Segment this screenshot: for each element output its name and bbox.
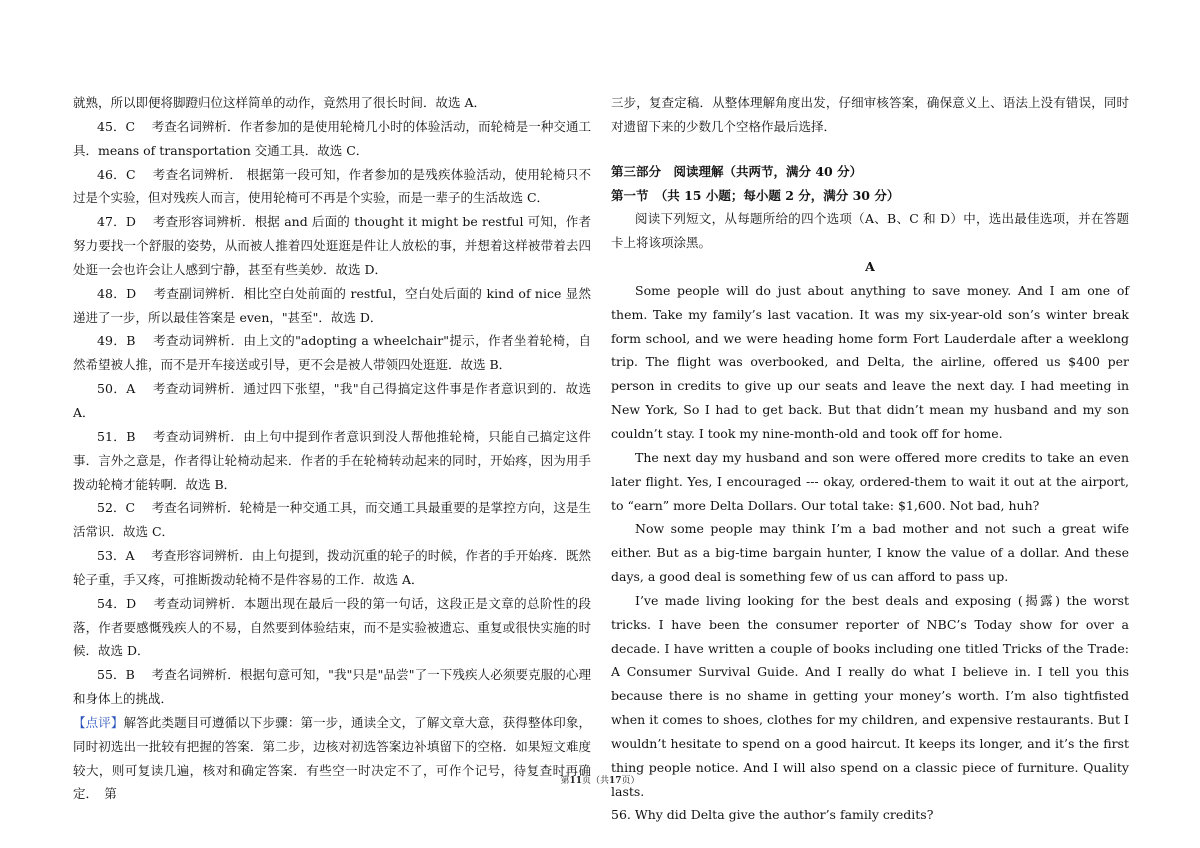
part-heading: 第三部分 阅读理解（共两节，满分 40 分） xyxy=(611,163,863,179)
passage-paragraph: The next day my husband and son were offered more credits to take an even later flight. Yes, I encouraged --- okay, ordered-them to wait it out at the airport, to “earn” more Delta Dollars. Our total take: $1,600. Not bad, huh? xyxy=(611,449,1129,513)
comment-paragraph xyxy=(73,711,591,806)
answer-46: 46．C 考查名词辨析． 根据第一段可知，作者参加的是残疾体验活动，使用轮椅只不过是个实验，但对残疾人而言，使用轮椅可不再是个实验，而是一辈子的生活故选 C． xyxy=(73,166,591,206)
passage-paragraph: Some people will do just about anything to save money. And I am one of them. Take my family’s last vacation. It was my six-year-old son’s winter break form school, and we were heading home form Fort Lauderdale after a weeklong trip. The flight was overbooked, and Delta, the airline, offered us $400 per person in credits to give up our seats and leave the next day. I had meeting in New York, So I had to get back. But that didn’t mean my husband and my son couldn’t stay. I took my nine-month-old and took off for home. xyxy=(611,282,1129,441)
page-footer xyxy=(0,773,1200,786)
passage-paragraph: Now some people may think I’m a bad mother and not such a great wife either. But as a big-time bargain hunter, I know the value of a dollar. And these days, a good deal is something few of us can afford to pass up. xyxy=(611,521,1129,585)
answer-55: 55．B 考查名词辨析．根据句意可知，"我"只是"品尝"了一下残疾人必须要克服的心理和身体上的挑战． xyxy=(73,667,591,707)
spacer xyxy=(611,139,1129,160)
comment-text: 解答此类题目可遵循以下步骤：第一步，通读全文，了解文章大意，获得整体印象，同时初选出一批较有把握的答案．第二步，边核对初选答案边补填留下的空格．如果短文难度较大，则可复读几遍，核对和确定答案．有些空一时决定不了，可作个记号，待复查时再确定． 第 xyxy=(73,714,591,802)
comment-continuation: 三步，复查定稿．从整体理解角度出发，仔细审核答案，确保意义上、语法上没有错误，同时对遗留下来的少数几个空格作最后选择． xyxy=(611,95,1129,134)
answer-51: 51．B 考查动词辨析．由上句中提到作者意识到没人帮他推轮椅，只能自己搞定这件事．言外之意是，作者得让轮椅动起来．作者的手在轮椅转动起来的同时，开始疼，因为用手拨动轮椅才能转啊．故选 B． xyxy=(73,428,591,492)
footer-suffix: 页） xyxy=(621,776,640,786)
question-56: 56. Why did Delta give the author’s family credits? xyxy=(611,807,934,823)
right-column xyxy=(611,91,1129,827)
footer-middle: 页（共 xyxy=(581,776,609,786)
answer-48: 48．D 考查副词辨析．相比空白处前面的 restful，空白处后面的 kind of nice 显然递进了一步，所以最佳答案是 even，"甚至"．故选 D． xyxy=(73,285,591,325)
instructions: 阅读下列短文，从每题所给的四个选项（A、B、C 和 D）中，选出最佳选项，并在答题卡上将该项涂黑。 xyxy=(611,211,1129,251)
answer-54: 54．D 考查动词辨析．本题出现在最后一段的第一句话，这段正是文章的总阶性的段落，作者要感慨残疾人的不易，自然要到体验结束，而不是实验被遗忘、重复或很快实施的时候．故选 D． xyxy=(73,595,591,659)
comment-label: 【点评】 xyxy=(73,714,124,730)
passage-label: A xyxy=(865,259,875,275)
answer-53: 53．A 考查形容词辨析．由上句提到，拨动沉重的轮子的时候，作者的手开始疼．既然轮子重，手又疼，可推断拨动轮椅不是件容易的工作．故选 A． xyxy=(73,548,591,587)
left-column xyxy=(73,91,591,806)
answer-45: 45．C 考查名词辨析．作者参加的是使用轮椅几小时的体验活动，而轮椅是一种交通工具．means of transportation 交通工具．故选 C． xyxy=(73,118,591,158)
footer-page-number: 11 xyxy=(569,776,582,786)
answer-47: 47．D 考查形容词辨析．根据 and 后面的 thought it might be restful 可知，作者努力要找一个舒服的姿势，从而被人推着四处逛逛是件让人放松的事，并想着这样被带着去四处逛一会也许会让人感到宁静，甚至有些美妙．故选 D． xyxy=(73,214,591,277)
answer-50: 50．A 考查动词辨析．通过四下张望，"我"自己得搞定这件事是作者意识到的．故选 A． xyxy=(73,381,591,420)
answer-line-44-end: 就熟，所以即便将脚蹬归位这样简单的动作，竟然用了很长时间．故选 A． xyxy=(73,95,487,110)
footer-prefix: 第 xyxy=(560,776,570,786)
section-heading: 第一节 （共 15 小题；每小题 2 分，满分 30 分） xyxy=(611,187,900,203)
passage-paragraph: I’ve made living looking for the best deals and exposing (揭露) the worst tricks. I have been the consumer reporter of NBC’s Today show for over a decade. I have written a couple of books including one titled Tricks of the Trade: A Consumer Survival Guide. And I really do what I believe in. I tell you this because there is no shame in getting your money’s worth. I’m also tightfisted when it comes to shoes, clothes for my children, and expensive restaurants. But I wouldn’t hesitate to spend on a good haircut. It keeps its longer, and it’s the first thing people notice. And I will also spend on a classic piece of furniture. Quality lasts. xyxy=(611,592,1129,799)
answer-52: 52．C 考查名词辨析．轮椅是一种交通工具，而交通工具最重要的是掌控方向，这是生活常识．故选 C． xyxy=(73,500,591,540)
answer-49: 49．B 考查动词辨析．由上文的"adopting a wheelchair"提示，作者坐着轮椅，自然希望被人推，而不是开车接送或引导，更不会是被人带领四处逛逛．故选 B． xyxy=(73,333,591,373)
footer-total-pages: 17 xyxy=(609,776,622,786)
